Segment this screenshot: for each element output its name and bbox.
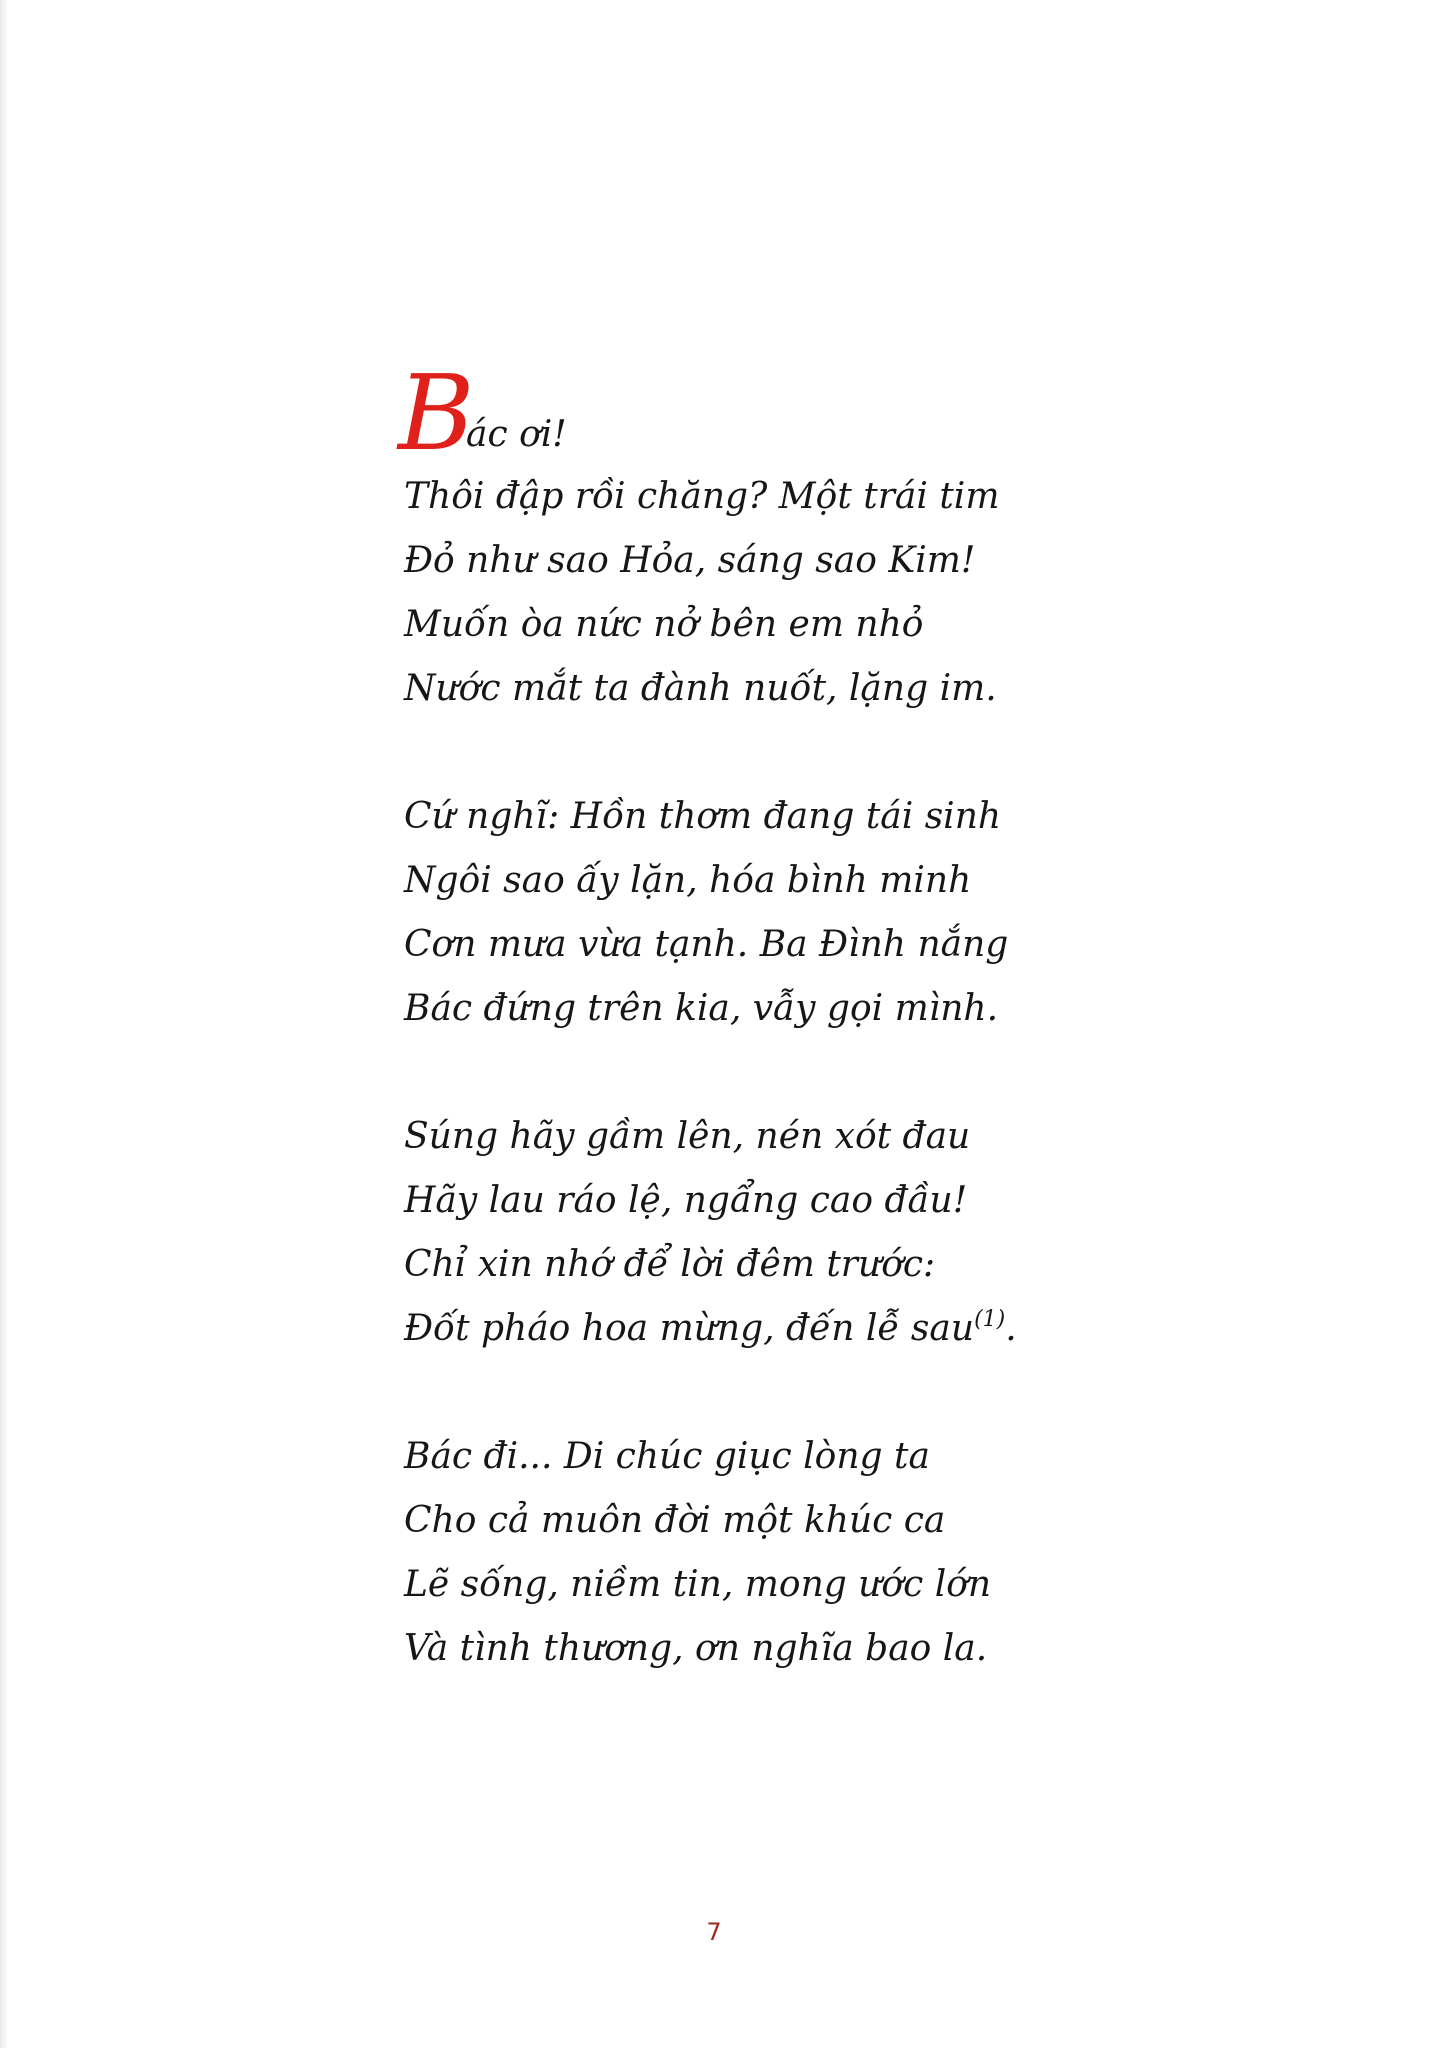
drop-cap: B <box>398 352 475 474</box>
poem-line: Súng hãy gầm lên, nén xót đau <box>404 1116 971 1157</box>
page-edge-shadow <box>0 0 8 2048</box>
page-number: 7 <box>706 1918 722 1946</box>
opening-line-text: ác ơi! <box>466 414 567 455</box>
poem-line: Đỏ như sao Hỏa, sáng sao Kim! <box>404 540 976 581</box>
stanza-3 <box>404 1105 1164 1361</box>
footnote-marker: (1) <box>974 1307 1006 1332</box>
poem-line: Và tình thương, ơn nghĩa bao la. <box>404 1628 988 1669</box>
stanza-1 <box>404 465 1164 721</box>
poem-line: Muốn òa nức nở bên em nhỏ <box>404 604 924 645</box>
poem-opening-line <box>398 352 1164 474</box>
poem-line: Cứ nghĩ: Hồn thơm đang tái sinh <box>404 796 1002 837</box>
stanza-2 <box>404 785 1164 1041</box>
poem <box>398 352 1164 1681</box>
poem-line: Bác đứng trên kia, vẫy gọi mình. <box>404 988 999 1029</box>
poem-line: Thôi đập rồi chăng? Một trái tim <box>404 476 1000 517</box>
poem-line: Nước mắt ta đành nuốt, lặng im. <box>404 668 997 709</box>
poem-line-with-footnote <box>404 1297 1164 1361</box>
stanza-4 <box>404 1425 1164 1681</box>
poem-line: Hãy lau ráo lệ, ngẩng cao đầu! <box>404 1180 968 1221</box>
poem-line: Cho cả muôn đời một khúc ca <box>404 1500 946 1541</box>
poem-line: Lẽ sống, niềm tin, mong ước lớn <box>404 1564 992 1605</box>
poem-line: Cơn mưa vừa tạnh. Ba Đình nắng <box>404 924 1009 965</box>
poem-line: Bác đi... Di chúc giục lòng ta <box>404 1436 930 1477</box>
poem-line-text: Đốt pháo hoa mừng, đến lễ sau <box>404 1308 975 1349</box>
poem-line: Chỉ xin nhớ để lời đêm trước: <box>404 1244 936 1285</box>
poem-line: Ngôi sao ấy lặn, hóa bình minh <box>404 860 972 901</box>
line-end-punctuation: . <box>1005 1308 1017 1349</box>
